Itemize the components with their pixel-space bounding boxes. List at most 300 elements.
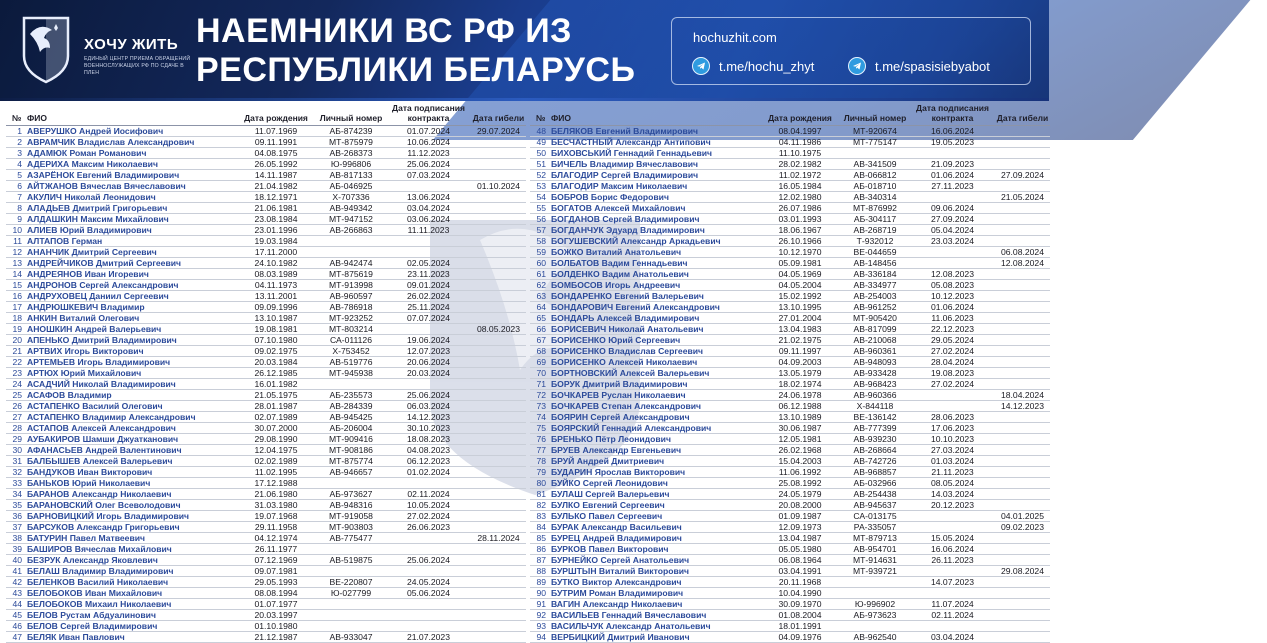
personal-number: АВ-284339 [316, 401, 386, 412]
row-number: 31 [6, 456, 27, 467]
table-row [530, 203, 1050, 214]
person-name: БЕЛЯК Иван Павлович [27, 632, 236, 643]
death-date: 09.02.2023 [995, 522, 1050, 533]
personal-number [316, 478, 386, 489]
birth-date: 18.01.1991 [760, 621, 840, 632]
birth-date: 12.05.1981 [760, 434, 840, 445]
telegram-icon [692, 57, 710, 75]
person-name: БАШИРОВ Вячеслав Михайлович [27, 544, 236, 555]
death-date [995, 599, 1050, 610]
table-row [6, 357, 526, 368]
row-number: 54 [530, 192, 551, 203]
table-row [530, 324, 1050, 335]
personal-number: АБ-973623 [840, 610, 910, 621]
birth-date: 04.05.1969 [760, 269, 840, 280]
contract-date [386, 478, 471, 489]
birth-date: 03.04.1991 [760, 566, 840, 577]
row-number: 5 [6, 170, 27, 181]
birth-date: 26.05.1992 [236, 159, 316, 170]
row-number: 29 [6, 434, 27, 445]
row-number: 80 [530, 478, 551, 489]
death-date [995, 236, 1050, 247]
death-date [995, 544, 1050, 555]
row-number: 89 [530, 577, 551, 588]
personal-number: АВ-254438 [840, 489, 910, 500]
row-number: 34 [6, 489, 27, 500]
person-name: БЕЛЯКОВ Евгений Владимирович [551, 126, 760, 137]
birth-date: 07.12.1969 [236, 555, 316, 566]
person-name: АНКИН Виталий Олегович [27, 313, 236, 324]
contract-date: 04.08.2023 [386, 445, 471, 456]
personal-number: РА-335057 [840, 522, 910, 533]
table-row [6, 412, 526, 423]
contract-date [386, 621, 471, 632]
contract-date: 01.03.2024 [910, 456, 995, 467]
person-name: БЕЗРУК Александр Яковлевич [27, 555, 236, 566]
person-name: АСАДЧИЙ Николай Владимирович [27, 379, 236, 390]
personal-number: АБ-018710 [840, 181, 910, 192]
contract-date: 03.04.2024 [910, 632, 995, 643]
table-row [6, 588, 526, 599]
contract-date: 29.05.2024 [910, 335, 995, 346]
column-header-number: № [6, 104, 27, 126]
column-header-contract-date: Дата подписания контракта [910, 104, 995, 126]
table-row [6, 478, 526, 489]
contract-date: 02.05.2024 [386, 258, 471, 269]
row-number: 75 [530, 423, 551, 434]
birth-date: 20.03.1984 [236, 357, 316, 368]
contract-date [910, 192, 995, 203]
death-date [471, 379, 526, 390]
row-number: 86 [530, 544, 551, 555]
person-name: БАНДУКОВ Иван Викторович [27, 467, 236, 478]
death-date [471, 225, 526, 236]
death-date [995, 533, 1050, 544]
table-row [6, 148, 526, 159]
birth-date: 29.11.1958 [236, 522, 316, 533]
person-name: БУЛЬКО Павел Сергеевич [551, 511, 760, 522]
row-number: 55 [530, 203, 551, 214]
birth-date: 04.09.2003 [760, 357, 840, 368]
contract-date: 03.04.2024 [386, 203, 471, 214]
table-row [530, 522, 1050, 533]
contract-date [910, 148, 995, 159]
row-number: 11 [6, 236, 27, 247]
table-body-left [6, 126, 526, 643]
person-name: АВЕРУШКО Андрей Иосифович [27, 126, 236, 137]
personal-number: АВ-954701 [840, 544, 910, 555]
birth-date: 11.02.1995 [236, 467, 316, 478]
person-name: БУДАРИН Ярослав Викторович [551, 467, 760, 478]
row-number: 6 [6, 181, 27, 192]
death-date [995, 588, 1050, 599]
personal-number [316, 247, 386, 258]
death-date [995, 159, 1050, 170]
death-date [471, 434, 526, 445]
row-number: 45 [6, 610, 27, 621]
personal-number: АВ-968423 [840, 379, 910, 390]
table-row [530, 258, 1050, 269]
birth-date: 01.09.1987 [760, 511, 840, 522]
birth-date: 24.10.1982 [236, 258, 316, 269]
row-number: 13 [6, 258, 27, 269]
row-number: 8 [6, 203, 27, 214]
contract-date: 14.07.2023 [910, 577, 995, 588]
table-row [6, 203, 526, 214]
personal-number: МТ-939721 [840, 566, 910, 577]
personal-number: АБ-032966 [840, 478, 910, 489]
contract-date: 23.03.2024 [910, 236, 995, 247]
mercenaries-table-left [6, 104, 526, 643]
birth-date: 04.11.1986 [760, 137, 840, 148]
contract-date [910, 566, 995, 577]
contract-date [910, 522, 995, 533]
personal-number: АВ-066812 [840, 170, 910, 181]
table-row [6, 181, 526, 192]
personal-number [840, 577, 910, 588]
birth-date: 26.07.1986 [760, 203, 840, 214]
row-number: 51 [530, 159, 551, 170]
contract-date: 19.08.2023 [910, 368, 995, 379]
death-date [995, 214, 1050, 225]
contract-date: 27.09.2024 [910, 214, 995, 225]
table-row [6, 423, 526, 434]
personal-number: АБ-973627 [316, 489, 386, 500]
death-date [995, 456, 1050, 467]
person-name: БЛАГОДИР Максим Николаевич [551, 181, 760, 192]
column-header-number: № [530, 104, 551, 126]
column-header-name: ФИО [27, 104, 236, 126]
table-row [530, 511, 1050, 522]
personal-number [316, 379, 386, 390]
death-date [471, 555, 526, 566]
table-row [6, 632, 526, 643]
table-row [530, 489, 1050, 500]
row-number: 63 [530, 291, 551, 302]
birth-date: 04.11.1973 [236, 280, 316, 291]
personal-number [316, 610, 386, 621]
birth-date: 04.12.1974 [236, 533, 316, 544]
website-link[interactable]: hochuzhit.com [693, 30, 777, 45]
contract-date: 30.10.2023 [386, 423, 471, 434]
personal-number: АБ-046925 [316, 181, 386, 192]
table-row [6, 610, 526, 621]
person-name: ВАСИЛЬЕВ Геннадий Вячеславович [551, 610, 760, 621]
person-name: АНДРУХОВЕЦ Даниил Сергеевич [27, 291, 236, 302]
death-date [995, 467, 1050, 478]
table-row [6, 346, 526, 357]
death-date: 18.04.2024 [995, 390, 1050, 401]
death-date [995, 379, 1050, 390]
death-date [471, 566, 526, 577]
table-row [530, 412, 1050, 423]
person-name: БОНДАРОВИЧ Евгений Александрович [551, 302, 760, 313]
person-name: БОЯРСКИЙ Геннадий Александрович [551, 423, 760, 434]
death-date [995, 203, 1050, 214]
death-date [471, 291, 526, 302]
person-name: АНДРОНОВ Сергей Александрович [27, 280, 236, 291]
birth-date: 10.04.1990 [760, 588, 840, 599]
personal-number: Х-753452 [316, 346, 386, 357]
row-number: 7 [6, 192, 27, 203]
telegram-link-label: t.me/spasisiebyabot [875, 58, 990, 74]
birth-date: 29.05.1993 [236, 577, 316, 588]
table-row [6, 467, 526, 478]
personal-number: АБ-206004 [316, 423, 386, 434]
personal-number: АВ-949342 [316, 203, 386, 214]
row-number: 66 [530, 324, 551, 335]
table-row [530, 368, 1050, 379]
death-date [471, 203, 526, 214]
contract-date: 01.06.2024 [910, 302, 995, 313]
personal-number: АВ-266863 [316, 225, 386, 236]
table-row [530, 181, 1050, 192]
row-number: 84 [530, 522, 551, 533]
person-name: БУРЕЦ Андрей Владимирович [551, 533, 760, 544]
personal-number: МТ-920674 [840, 126, 910, 137]
contract-date: 27.02.2024 [910, 379, 995, 390]
birth-date: 18.12.1971 [236, 192, 316, 203]
death-date [995, 137, 1050, 148]
personal-number: АВ-942474 [316, 258, 386, 269]
row-number: 69 [530, 357, 551, 368]
person-name: ВАСИЛЬЧУК Александр Анатольевич [551, 621, 760, 632]
contract-date: 19.05.2023 [910, 137, 995, 148]
person-name: АРТЕМЬЕВ Игорь Владимирович [27, 357, 236, 368]
person-name: БАЛБЫШЕВ Алексей Валерьевич [27, 456, 236, 467]
logo-subtitle: ЕДИНЫЙ ЦЕНТР ПРИЕМА ОБРАЩЕНИЙ ВОЕННОСЛУЖАЩИХ РФ ПО СДАЧЕ В ПЛЕН [84, 56, 191, 76]
contract-date: 26.11.2023 [910, 555, 995, 566]
death-date [995, 445, 1050, 456]
birth-date: 20.08.2000 [760, 500, 840, 511]
row-number: 15 [6, 280, 27, 291]
row-number: 22 [6, 357, 27, 368]
contract-date: 12.07.2023 [386, 346, 471, 357]
person-name: БУРНЕЙКО Сергей Анатольевич [551, 555, 760, 566]
birth-date: 16.05.1984 [760, 181, 840, 192]
row-number: 85 [530, 533, 551, 544]
personal-number: АВ-968857 [840, 467, 910, 478]
personal-number: ВЕ-136142 [840, 412, 910, 423]
contract-date: 21.07.2023 [386, 632, 471, 643]
contract-date [386, 181, 471, 192]
table-row [6, 313, 526, 324]
contract-date: 02.11.2024 [386, 489, 471, 500]
death-date [995, 478, 1050, 489]
person-name: АСТАПОВ Алексей Александрович [27, 423, 236, 434]
contract-date: 05.08.2023 [910, 280, 995, 291]
column-header-birth-date: Дата рождения [236, 104, 316, 126]
table-row [6, 500, 526, 511]
birth-date: 27.01.2004 [760, 313, 840, 324]
birth-date: 21.02.1975 [760, 335, 840, 346]
table-row [6, 126, 526, 137]
person-name: АЗАРЁНОК Евгений Владимирович [27, 170, 236, 181]
row-number: 57 [530, 225, 551, 236]
birth-date: 19.03.1984 [236, 236, 316, 247]
birth-date: 13.10.1989 [760, 412, 840, 423]
birth-date: 23.01.1996 [236, 225, 316, 236]
personal-number: АВ-962540 [840, 632, 910, 643]
person-name: БОРИСЕНКО Юрий Сергеевич [551, 335, 760, 346]
death-date [471, 621, 526, 632]
birth-date: 09.11.1997 [760, 346, 840, 357]
birth-date: 30.09.1970 [760, 599, 840, 610]
person-name: ВЕРБИЦКИЙ Дмитрий Иванович [551, 632, 760, 643]
table-row [530, 291, 1050, 302]
person-name: БРЕНЬКО Пётр Леонидович [551, 434, 760, 445]
personal-number: АВ-817099 [840, 324, 910, 335]
birth-date: 26.02.1968 [760, 445, 840, 456]
personal-number: МТ-947152 [316, 214, 386, 225]
table-row [530, 544, 1050, 555]
birth-date: 30.06.1987 [760, 423, 840, 434]
birth-date: 17.11.2000 [236, 247, 316, 258]
death-date [995, 335, 1050, 346]
contract-date: 11.11.2023 [386, 225, 471, 236]
person-name: БОНДАРЬ Алексей Владимирович [551, 313, 760, 324]
table-row [6, 137, 526, 148]
death-date [471, 357, 526, 368]
row-number: 23 [6, 368, 27, 379]
telegram-link-hochu-zhyt[interactable] [692, 57, 814, 75]
birth-date: 28.01.1987 [236, 401, 316, 412]
table-row [530, 280, 1050, 291]
table-row [6, 390, 526, 401]
row-number: 71 [530, 379, 551, 390]
personal-number: АВ-960361 [840, 346, 910, 357]
personal-number [316, 236, 386, 247]
person-name: БЕЛОБОКОВ Иван Михайлович [27, 588, 236, 599]
table-row [6, 159, 526, 170]
birth-date: 12.09.1973 [760, 522, 840, 533]
birth-date: 18.06.1967 [760, 225, 840, 236]
person-name: БАТУРИН Павел Матвеевич [27, 533, 236, 544]
personal-number: АБ-304117 [840, 214, 910, 225]
eagle-shield-icon [16, 12, 76, 84]
personal-number: АБ-235573 [316, 390, 386, 401]
death-date: 29.08.2024 [995, 566, 1050, 577]
death-date [995, 610, 1050, 621]
death-date [995, 346, 1050, 357]
person-name: БУРШТЫН Виталий Викторович [551, 566, 760, 577]
table-row [530, 379, 1050, 390]
person-name: БОЛДЕНКО Вадим Анатольевич [551, 269, 760, 280]
table-row [6, 599, 526, 610]
person-name: БАРСУКОВ Александр Григорьевич [27, 522, 236, 533]
person-name: БЕЛАШ Владимир Владимирович [27, 566, 236, 577]
birth-date: 04.09.1976 [760, 632, 840, 643]
person-name: БЕЛОВ Рустам Абдуалинович [27, 610, 236, 621]
personal-number: АВ-933047 [316, 632, 386, 643]
table-row [6, 511, 526, 522]
death-date [995, 555, 1050, 566]
row-number: 19 [6, 324, 27, 335]
birth-date: 13.04.1987 [760, 533, 840, 544]
death-date [471, 258, 526, 269]
person-name: АРТВИХ Игорь Викторович [27, 346, 236, 357]
person-name: АНДРЕЙЧИКОВ Дмитрий Сергеевич [27, 258, 236, 269]
death-date: 12.08.2024 [995, 258, 1050, 269]
row-number: 4 [6, 159, 27, 170]
person-name: БОГАТОВ Алексей Михайлович [551, 203, 760, 214]
death-date [471, 247, 526, 258]
personal-number: АВ-341509 [840, 159, 910, 170]
table-row [530, 401, 1050, 412]
personal-number: МТ-879713 [840, 533, 910, 544]
person-name: БУЛКО Евгений Сергеевич [551, 500, 760, 511]
row-number: 70 [530, 368, 551, 379]
birth-date: 04.05.2004 [760, 280, 840, 291]
contract-date [386, 379, 471, 390]
contract-date: 16.06.2024 [910, 126, 995, 137]
table-row [6, 269, 526, 280]
row-number: 26 [6, 401, 27, 412]
person-name: БОНДАРЕНКО Евгений Валерьевич [551, 291, 760, 302]
column-header-personal-number: Личный номер [316, 104, 386, 126]
row-number: 48 [530, 126, 551, 137]
death-date: 14.12.2023 [995, 401, 1050, 412]
death-date: 27.09.2024 [995, 170, 1050, 181]
table-body-right [530, 126, 1050, 643]
death-date [471, 346, 526, 357]
row-number: 68 [530, 346, 551, 357]
death-date: 04.01.2025 [995, 511, 1050, 522]
row-number: 3 [6, 148, 27, 159]
personal-number [316, 544, 386, 555]
personal-number: МТ-903803 [316, 522, 386, 533]
birth-date: 13.05.1979 [760, 368, 840, 379]
table-row [530, 621, 1050, 632]
mercenaries-table-right [530, 104, 1050, 643]
contract-date: 05.06.2024 [386, 588, 471, 599]
person-name: АУБАКИРОВ Шамши Джуатканович [27, 434, 236, 445]
row-number: 67 [530, 335, 551, 346]
table-header-row [6, 104, 526, 126]
personal-number: АВ-786918 [316, 302, 386, 313]
birth-date: 16.01.1982 [236, 379, 316, 390]
row-number: 28 [6, 423, 27, 434]
personal-number: АВ-210068 [840, 335, 910, 346]
personal-number: МТ-876992 [840, 203, 910, 214]
person-name: БОГДАНОВ Сергей Владимирович [551, 214, 760, 225]
birth-date: 19.07.1968 [236, 511, 316, 522]
birth-date: 28.02.1982 [760, 159, 840, 170]
death-date: 06.08.2024 [995, 247, 1050, 258]
birth-date: 09.11.1991 [236, 137, 316, 148]
death-date [471, 280, 526, 291]
death-date [471, 500, 526, 511]
personal-number: АВ-742726 [840, 456, 910, 467]
page-title-line-1: НАЕМНИКИ ВС РФ ИЗ [196, 12, 572, 50]
person-name: БОГДАНЧУК Эдуард Владимирович [551, 225, 760, 236]
row-number: 53 [530, 181, 551, 192]
personal-number: АВ-519776 [316, 357, 386, 368]
telegram-link-spasisiebyabot[interactable] [848, 57, 990, 75]
contract-date [386, 610, 471, 621]
table-row [6, 258, 526, 269]
contract-date: 21.09.2023 [910, 159, 995, 170]
personal-number [840, 588, 910, 599]
contract-date: 23.11.2023 [386, 269, 471, 280]
personal-number: Х-844118 [840, 401, 910, 412]
table-row [530, 170, 1050, 181]
table-row [6, 533, 526, 544]
table-row [6, 247, 526, 258]
death-date [995, 126, 1050, 137]
contract-date: 09.01.2024 [386, 280, 471, 291]
death-date [471, 445, 526, 456]
